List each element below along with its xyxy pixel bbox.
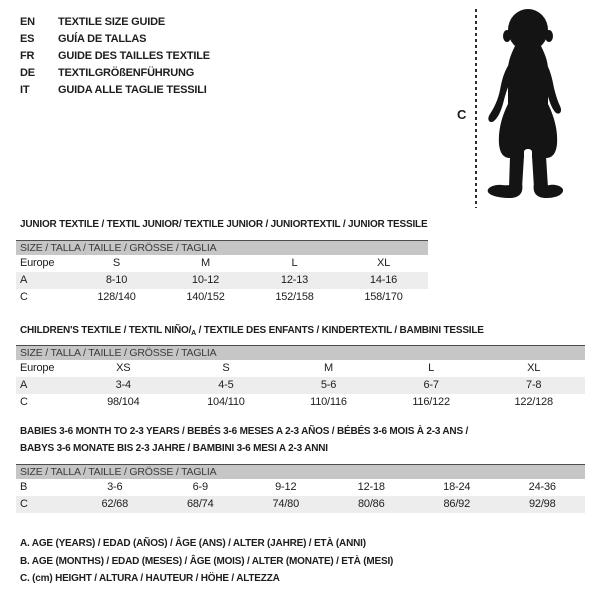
size-cell: M <box>201 257 210 269</box>
height-cell: 140/152 <box>186 291 225 303</box>
row-label: A <box>20 379 28 391</box>
title-subscript: A <box>191 330 197 337</box>
months-cell: 6-9 <box>192 481 208 493</box>
age-cell: 5-6 <box>320 379 337 391</box>
language-row <box>20 14 210 31</box>
months-cell: 18-24 <box>443 481 471 493</box>
age-cell: 7-8 <box>526 379 542 391</box>
toddler-silhouette <box>482 8 582 208</box>
row-label: A <box>20 274 28 286</box>
table-row-age <box>16 272 428 289</box>
table-row-age <box>16 377 585 394</box>
title-line-2: BABYS 3-6 MONATE BIS 2-3 JAHRE / BAMBINI 3-6 MESI A 2-3 ANNI <box>20 443 328 454</box>
height-cell: 92/98 <box>528 498 556 510</box>
guide-title: GUÍA DE TALLAS <box>58 33 147 45</box>
children-size-table <box>16 345 585 411</box>
height-cell: 86/92 <box>443 498 471 510</box>
size-cell: XL <box>376 257 391 269</box>
section-title-junior: JUNIOR TEXTILE / TEXTIL JUNIOR/ TEXTILE JUNIOR / JUNIORTEXTIL / JUNIOR TESSILE <box>20 219 428 230</box>
legend <box>20 535 393 588</box>
age-cell: 8-10 <box>105 274 128 286</box>
age-cell: 10-12 <box>191 274 220 286</box>
junior-size-table <box>16 240 428 306</box>
size-cell: S <box>222 362 230 374</box>
legend-line-b: B. AGE (MONTHS) / EDAD (MESES) / ÂGE (MOIS) / ALTER (MONATE) / ETÀ (MESI) <box>20 555 394 567</box>
section-title-babies <box>20 423 468 457</box>
age-cell: 6-7 <box>423 379 439 391</box>
table-row-height <box>16 289 428 306</box>
guide-title: GUIDE DES TAILLES TEXTILE <box>58 50 210 62</box>
language-code: FR <box>20 50 35 62</box>
language-row <box>20 82 210 99</box>
size-cell: L <box>428 362 435 374</box>
height-cell: 98/104 <box>107 396 140 408</box>
row-label: C <box>20 396 28 408</box>
height-measure-line <box>475 9 477 208</box>
months-cell: 24-36 <box>528 481 556 493</box>
guide-title: TEXTILGRÖßENFÜHRUNG <box>58 67 195 79</box>
section-title-children <box>20 322 484 342</box>
table-row-height <box>16 496 585 513</box>
age-cell: 4-5 <box>218 379 234 391</box>
babies-size-table <box>16 464 585 513</box>
legend-line-a: A. AGE (YEARS) / EDAD (AÑOS) / ÂGE (ANS) / ALTER (JAHRE) / ETÀ (ANNI) <box>20 538 366 549</box>
language-code: ES <box>20 33 35 45</box>
age-cell: 12-13 <box>280 274 309 286</box>
height-cell: 62/68 <box>101 498 129 510</box>
height-cell: 74/80 <box>272 498 300 510</box>
months-cell: 9-12 <box>275 481 297 493</box>
height-cell: 122/128 <box>514 396 553 408</box>
row-label: C <box>20 498 28 510</box>
table-row-europe <box>16 255 428 272</box>
size-cell: M <box>324 362 333 374</box>
language-code: IT <box>20 84 30 96</box>
language-row <box>20 65 210 82</box>
height-cell: 128/140 <box>97 291 136 303</box>
language-code: EN <box>20 16 35 28</box>
age-cell: 14-16 <box>369 274 398 286</box>
months-cell: 12-18 <box>357 481 385 493</box>
size-cell: XS <box>116 362 131 374</box>
row-label: Europe <box>20 257 55 269</box>
table-row-months <box>16 479 585 496</box>
row-label: B <box>20 481 28 493</box>
row-label: C <box>20 291 28 303</box>
months-cell: 3-6 <box>107 481 123 493</box>
height-cell: 68/74 <box>186 498 214 510</box>
size-header-bar: SIZE / TALLA / TAILLE / GRÖSSE / TAGLIA <box>16 240 428 255</box>
language-code: DE <box>20 67 35 79</box>
size-cell: S <box>112 257 121 269</box>
height-cell: 104/110 <box>207 396 245 408</box>
title-line-1: BABIES 3-6 MONTH TO 2-3 YEARS / BEBÉS 3-6 MESES A 2-3 AÑOS / BÉBÉS 3-6 MOIS À 2-3 ANS / <box>20 426 469 437</box>
legend-line-c: C. (cm) HEIGHT / ALTURA / HAUTEUR / HÖHE / ALTEZZA <box>20 573 280 584</box>
height-cell: 152/158 <box>275 291 314 303</box>
table-row-europe <box>16 360 585 377</box>
height-measure-label: C <box>457 107 467 122</box>
size-header-bar: SIZE / TALLA / TAILLE / GRÖSSE / TAGLIA <box>16 464 585 479</box>
row-label: Europe <box>20 362 55 374</box>
height-cell: 116/122 <box>412 396 450 408</box>
height-cell: 80/86 <box>357 498 385 510</box>
guide-title: TEXTILE SIZE GUIDE <box>58 16 166 28</box>
language-row <box>20 31 210 48</box>
size-cell: L <box>291 257 298 269</box>
height-cell: 110/116 <box>310 396 347 408</box>
table-row-height <box>16 394 585 411</box>
title-text: CHILDREN'S TEXTILE / TEXTIL NIÑO/ <box>20 325 192 336</box>
age-cell: 3-4 <box>115 379 131 391</box>
size-cell: XL <box>527 362 541 374</box>
language-row <box>20 48 210 65</box>
size-header-bar: SIZE / TALLA / TAILLE / GRÖSSE / TAGLIA <box>16 345 585 360</box>
height-cell: 158/170 <box>364 291 403 303</box>
title-text: / TEXTILE DES ENFANTS / KINDERTEXTIL / BAMBINI TESSILE <box>196 325 484 336</box>
language-list <box>20 14 210 99</box>
guide-title: GUIDA ALLE TAGLIE TESSILI <box>58 84 207 96</box>
